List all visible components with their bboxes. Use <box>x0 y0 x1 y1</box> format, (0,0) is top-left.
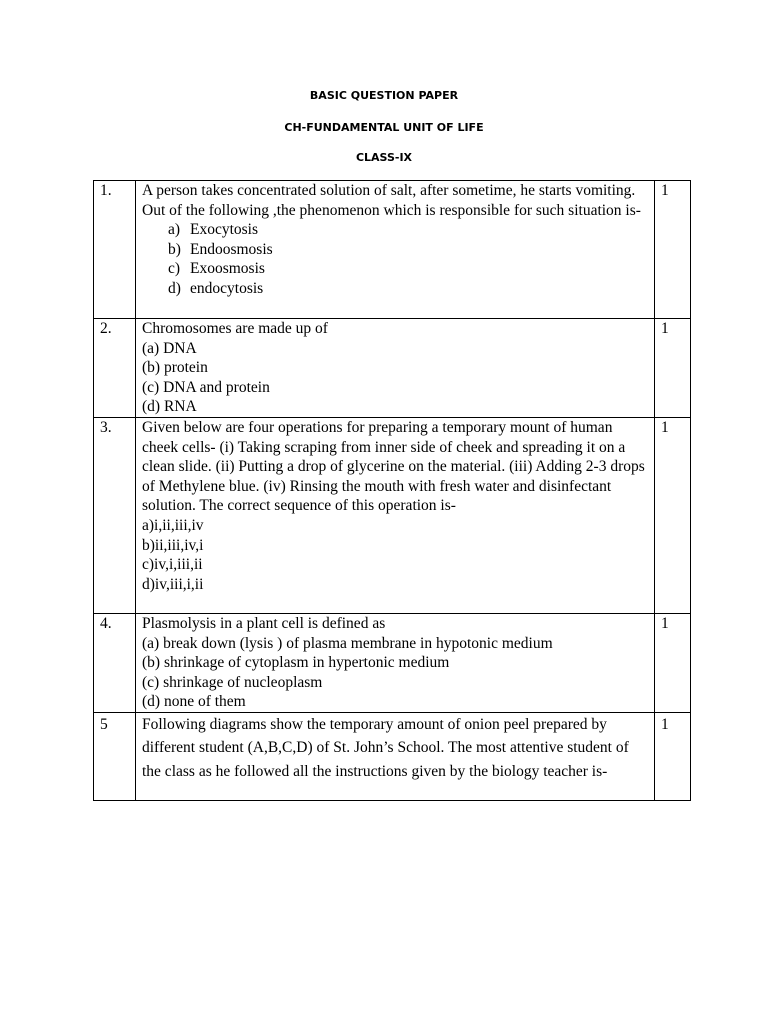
question-body <box>136 181 655 319</box>
paper-title: BASIC QUESTION PAPER <box>309 89 459 102</box>
question-body <box>136 319 655 418</box>
option-item: b)ii,iii,iv,i <box>142 536 204 554</box>
option-item: (b) shrinkage of cytoplasm in hypertonic medium <box>142 654 450 672</box>
question-row <box>94 181 691 319</box>
option-list <box>142 220 648 298</box>
option-item: (c) shrinkage of nucleoplasm <box>142 673 323 691</box>
question-marks: 1 <box>655 417 691 613</box>
question-stem: Chromosomes are made up of <box>142 320 328 337</box>
question-row <box>94 613 691 712</box>
chapter-heading: CH-FUNDAMENTAL UNIT OF LIFE <box>284 121 484 134</box>
question-number: 2. <box>94 319 136 418</box>
question-marks: 1 <box>655 712 691 800</box>
option-item: c)iv,i,iii,ii <box>142 556 203 574</box>
question-body <box>136 613 655 712</box>
question-row <box>94 319 691 418</box>
option-text: Endoosmosis <box>190 240 273 258</box>
option-letter: c) <box>168 260 181 278</box>
option-item <box>142 259 648 279</box>
option-item: (d) none of them <box>142 693 246 711</box>
question-number: 5 <box>94 712 136 800</box>
option-letter: b) <box>168 240 181 258</box>
question-marks: 1 <box>655 181 691 319</box>
option-text: Exoosmosis <box>190 260 265 278</box>
option-item: d)iv,iii,i,ii <box>142 575 204 593</box>
option-list <box>142 339 648 417</box>
question-number: 4. <box>94 613 136 712</box>
option-item: (b) protein <box>142 359 208 377</box>
option-letter: a) <box>168 221 181 239</box>
question-marks: 1 <box>655 613 691 712</box>
question-number: 3. <box>94 417 136 613</box>
questions-table <box>93 180 691 801</box>
option-item <box>142 220 648 240</box>
option-list <box>142 516 648 594</box>
question-stem: Following diagrams show the temporary amount of onion peel prepared by different student (A,B,C,D) of St. John’s School. The most attentive student of the class as he followed all the instructions given by the biology teacher is- <box>142 715 629 780</box>
question-body <box>136 712 655 800</box>
option-item: (a) DNA <box>142 339 197 357</box>
question-number: 1. <box>94 181 136 319</box>
question-body <box>136 417 655 613</box>
question-row <box>94 417 691 613</box>
question-marks: 1 <box>655 319 691 418</box>
question-stem: Plasmolysis in a plant cell is defined as <box>142 614 386 632</box>
question-stem: Given below are four operations for preparing a temporary mount of human cheek cells- (i) Taking scraping from inner side of cheek and spreading it on a clean slide. (ii) Putting a drop of glycerine on the material. (iii) Adding 2-3 drops of Methylene blue. (iv) Rinsing the mouth with fresh water and disinfectant solution. The correct sequence of this operation is- <box>142 418 645 515</box>
question-stem: A person takes concentrated solution of salt, after sometime, he starts vomiting. Out of the following ,the phenomenon which is responsible for such situation is- <box>142 182 641 219</box>
option-item: a)i,ii,iii,iv <box>142 516 204 534</box>
question-row <box>94 712 691 800</box>
option-text: endocytosis <box>190 279 264 297</box>
option-item <box>142 240 648 260</box>
option-letter: d) <box>168 279 181 297</box>
option-item: (a) break down (lysis ) of plasma membrane in hypotonic medium <box>142 634 553 652</box>
option-list <box>142 634 648 712</box>
option-text: Exocytosis <box>190 221 259 239</box>
option-item: (c) DNA and protein <box>142 378 270 396</box>
option-item <box>142 279 648 299</box>
option-item: (d) RNA <box>142 398 197 416</box>
class-heading: CLASS-IX <box>355 151 413 164</box>
